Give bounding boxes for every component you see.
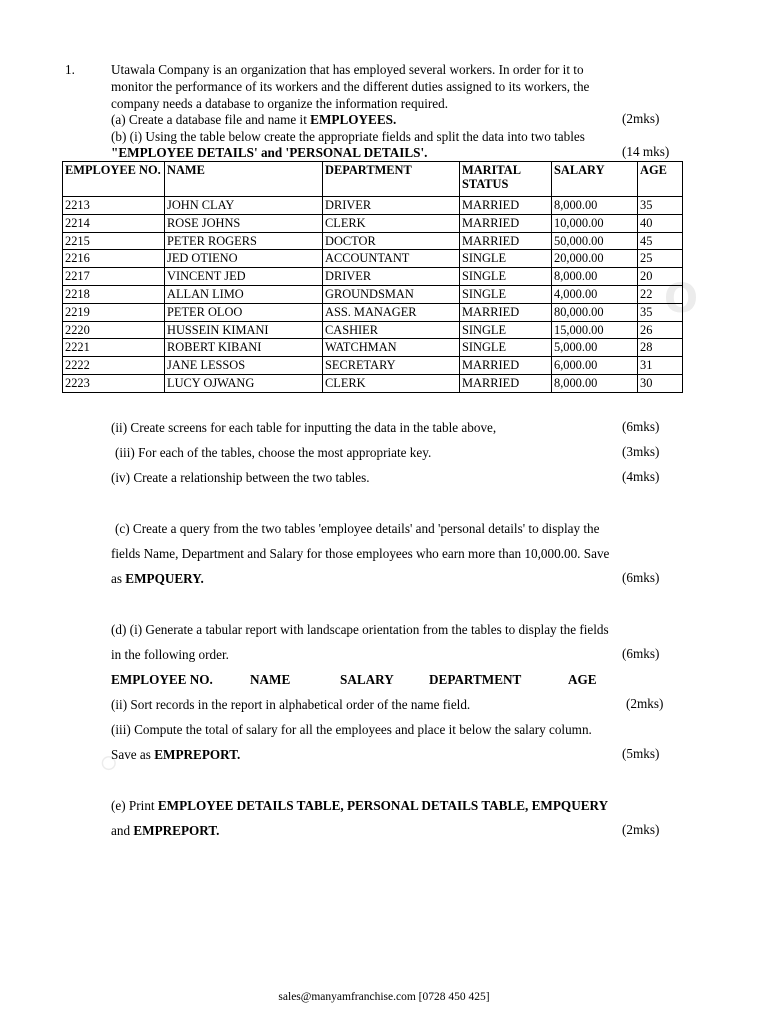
part-d-total: (iii) Compute the total of salary for all the employees and place it below the salary column.: [111, 722, 592, 737]
table-cell: ASS. MANAGER: [323, 303, 460, 321]
part-a-text: (a) Create a database file and name it: [111, 112, 311, 127]
part-d-save: [111, 746, 240, 763]
table-cell: 2218: [63, 285, 165, 303]
table-cell: MARRIED: [460, 374, 552, 392]
table-cell: PETER OLOO: [165, 303, 323, 321]
table-cell: 40: [638, 214, 683, 232]
table-cell: 50,000.00: [552, 232, 638, 250]
part-c-line: [111, 570, 204, 587]
table-cell: 2214: [63, 214, 165, 232]
table-cell: JOHN CLAY: [165, 197, 323, 215]
column-header: SALARY: [552, 162, 638, 197]
part-b-line: (b) (i) Using the table below create the appropriate fields and split the data into two tables: [111, 129, 585, 144]
table-row: [63, 374, 683, 392]
table-cell: MARRIED: [460, 232, 552, 250]
table-cell: HUSSEIN KIMANI: [165, 321, 323, 339]
part-e-marks: (2mks): [622, 822, 660, 837]
part-a-line: [111, 111, 396, 128]
table-cell: MARRIED: [460, 357, 552, 375]
part-b-bold: "EMPLOYEE DETAILS' and 'PERSONAL DETAILS'.: [111, 145, 428, 160]
table-cell: 2217: [63, 268, 165, 286]
part-e-prefix: (e) Print: [111, 798, 158, 813]
part-d-line: (d) (i) Generate a tabular report with landscape orientation from the tables to display the fields: [111, 622, 609, 637]
table-row: [63, 357, 683, 375]
part-d-line: in the following order.: [111, 647, 229, 662]
table-cell: MARRIED: [460, 303, 552, 321]
report-field: AGE: [568, 672, 597, 687]
table-cell: WATCHMAN: [323, 339, 460, 357]
table-cell: 45: [638, 232, 683, 250]
table-row: [63, 214, 683, 232]
part-d-marks: (6mks): [622, 646, 660, 661]
sub-part-ii-marks: (6mks): [622, 419, 660, 434]
table-cell: MARRIED: [460, 197, 552, 215]
table-cell: ROSE JOHNS: [165, 214, 323, 232]
table-cell: 35: [638, 303, 683, 321]
watermark-fragment: O: [664, 276, 699, 322]
table-cell: SECRETARY: [323, 357, 460, 375]
table-cell: VINCENT JED: [165, 268, 323, 286]
intro-line: Utawala Company is an organization that has employed several workers. In order for it to: [111, 62, 584, 77]
table-cell: 8,000.00: [552, 374, 638, 392]
part-b-marks: (14 mks): [622, 144, 670, 159]
table-cell: 20: [638, 268, 683, 286]
table-cell: SINGLE: [460, 339, 552, 357]
table-cell: SINGLE: [460, 250, 552, 268]
part-e-and: and: [111, 823, 134, 838]
table-cell: 10,000.00: [552, 214, 638, 232]
table-cell: 31: [638, 357, 683, 375]
part-e-bold: EMPLOYEE DETAILS TABLE, PERSONAL DETAILS TABLE, EMPQUERY: [157, 798, 609, 813]
column-header: MARITAL STATUS: [460, 162, 552, 197]
intro-line: company needs a database to organize the information required.: [111, 96, 449, 111]
table-cell: 35: [638, 197, 683, 215]
intro-line: monitor the performance of its workers and the different duties assigned to its workers, the: [111, 79, 590, 94]
table-row: [63, 250, 683, 268]
table-cell: 20,000.00: [552, 250, 638, 268]
table-cell: CASHIER: [323, 321, 460, 339]
table-cell: 2216: [63, 250, 165, 268]
part-a-marks: (2mks): [622, 111, 660, 126]
part-d-save-bold: EMPREPORT.: [154, 747, 241, 762]
table-cell: 28: [638, 339, 683, 357]
employee-table: [62, 161, 683, 393]
table-cell: 4,000.00: [552, 285, 638, 303]
part-e-line: [111, 797, 608, 814]
table-cell: JANE LESSOS: [165, 357, 323, 375]
table-cell: 8,000.00: [552, 268, 638, 286]
table-cell: JED OTIENO: [165, 250, 323, 268]
report-field: NAME: [250, 672, 291, 687]
table-cell: CLERK: [323, 374, 460, 392]
table-cell: 80,000.00: [552, 303, 638, 321]
table-cell: 2213: [63, 197, 165, 215]
watermark-fragment: ◦: [96, 742, 122, 788]
table-cell: 2219: [63, 303, 165, 321]
column-header: AGE: [638, 162, 683, 197]
table-cell: 30: [638, 374, 683, 392]
table-row: [63, 285, 683, 303]
part-e-line: [111, 822, 219, 839]
table-cell: ALLAN LIMO: [165, 285, 323, 303]
table-row: [63, 303, 683, 321]
table-cell: DRIVER: [323, 197, 460, 215]
table-cell: 15,000.00: [552, 321, 638, 339]
table-cell: DOCTOR: [323, 232, 460, 250]
part-d-sort: (ii) Sort records in the report in alphabetical order of the name field.: [111, 697, 471, 712]
footer-contact: sales@manyamfranchise.com [0728 450 425]: [278, 991, 490, 1003]
column-header: NAME: [165, 162, 323, 197]
table-cell: 6,000.00: [552, 357, 638, 375]
report-field: DEPARTMENT: [429, 672, 522, 687]
sub-part-iv: (iv) Create a relationship between the two tables.: [111, 470, 370, 485]
table-cell: 2223: [63, 374, 165, 392]
table-cell: 25: [638, 250, 683, 268]
report-field: EMPLOYEE NO.: [111, 672, 213, 687]
table-row: [63, 232, 683, 250]
table-cell: 26: [638, 321, 683, 339]
table-cell: ROBERT KIBANI: [165, 339, 323, 357]
part-a-bold: EMPLOYEES.: [310, 112, 397, 127]
part-d-sort-marks: (2mks): [626, 696, 664, 711]
table-row: [63, 197, 683, 215]
column-header: EMPLOYEE NO.: [63, 162, 165, 197]
table-cell: 2221: [63, 339, 165, 357]
sub-part-ii: (ii) Create screens for each table for inputting the data in the table above,: [111, 420, 497, 435]
table-cell: CLERK: [323, 214, 460, 232]
table-cell: GROUNDSMAN: [323, 285, 460, 303]
question-number: 1.: [65, 62, 75, 77]
table-row: [63, 321, 683, 339]
sub-part-iii-marks: (3mks): [622, 444, 660, 459]
table-cell: 8,000.00: [552, 197, 638, 215]
column-header: DEPARTMENT: [323, 162, 460, 197]
report-field: SALARY: [340, 672, 394, 687]
part-c-bold: EMPQUERY.: [125, 571, 204, 586]
table-cell: SINGLE: [460, 268, 552, 286]
table-cell: ACCOUNTANT: [323, 250, 460, 268]
table-cell: DRIVER: [323, 268, 460, 286]
table-cell: 2220: [63, 321, 165, 339]
part-c-marks: (6mks): [622, 570, 660, 585]
table-cell: SINGLE: [460, 321, 552, 339]
table-cell: SINGLE: [460, 285, 552, 303]
table-cell: MARRIED: [460, 214, 552, 232]
sub-part-iii: (iii) For each of the tables, choose the most appropriate key.: [115, 445, 432, 460]
table-row: [63, 268, 683, 286]
table-cell: 5,000.00: [552, 339, 638, 357]
part-b-line: [111, 144, 427, 161]
part-e-bold: EMPREPORT.: [133, 823, 220, 838]
part-d-save-prefix: Save as: [111, 747, 155, 762]
table-row: [63, 339, 683, 357]
part-c-prefix: as: [111, 571, 126, 586]
part-c-line: (c) Create a query from the two tables 'employee details' and 'personal details' to display the: [115, 521, 600, 536]
part-d-save-marks: (5mks): [622, 746, 660, 761]
table-cell: PETER ROGERS: [165, 232, 323, 250]
table-cell: LUCY OJWANG: [165, 374, 323, 392]
table-header-row: [63, 162, 683, 197]
table-cell: 2222: [63, 357, 165, 375]
sub-part-iv-marks: (4mks): [622, 469, 660, 484]
part-c-line: fields Name, Department and Salary for those employees who earn more than 10,000.00. Save: [111, 546, 610, 561]
table-cell: 22: [638, 285, 683, 303]
table-cell: 2215: [63, 232, 165, 250]
